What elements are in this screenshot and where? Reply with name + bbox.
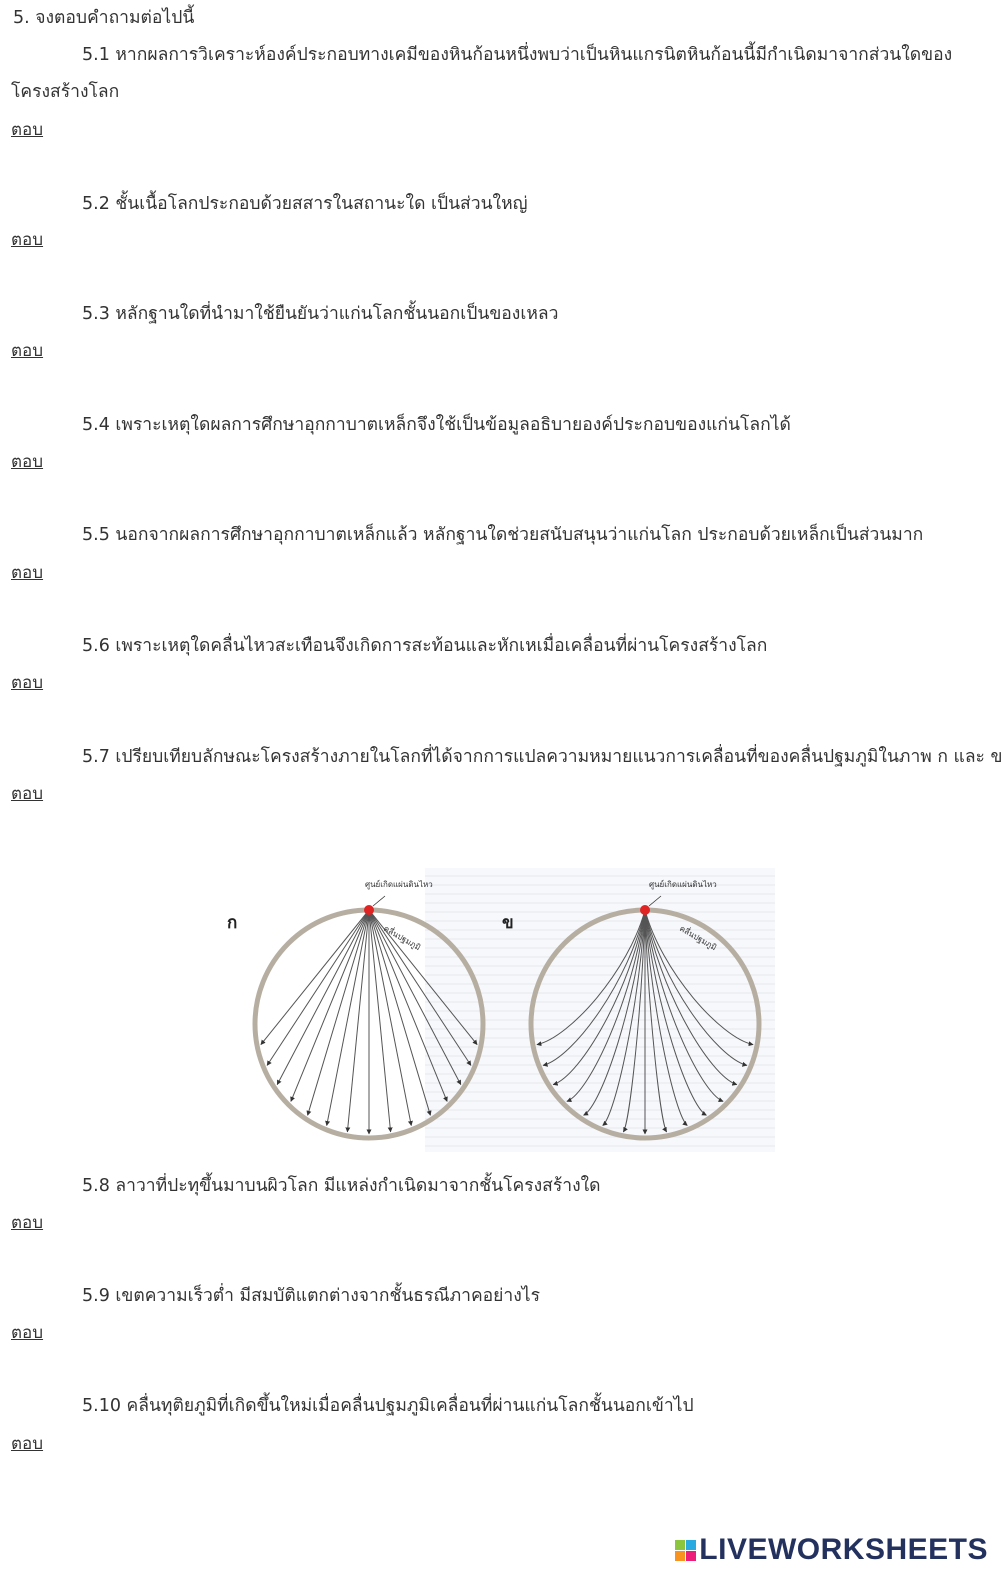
question-5-4: 5.4 เพราะเหตุใดผลการศึกษาอุกกาบาตเหล็กจึงใช้เป็นข้อมูลอธิบายองค์ประกอบของแก่นโลกได้: [82, 415, 791, 435]
question-5-10: 5.10 คลื่นทุติยภูมิที่เกิดขึ้นใหม่เมื่อคลื่นปฐมภูมิเคลื่อนที่ผ่านแก่นโลกชั้นนอกเข้าไป: [82, 1396, 694, 1416]
wave-label-b: คลื่นปฐมภูมิ: [678, 923, 719, 953]
question-5-6: 5.6 เพราะเหตุใดคลื่นไหวสะเทือนจึงเกิดการสะท้อนและหักเหเมื่อเคลื่อนที่ผ่านโครงสร้างโลก: [82, 636, 768, 656]
epicenter-label-a: ศูนย์เกิดแผ่นดินไหว: [365, 880, 433, 889]
answer-label-5-2: ตอบ: [11, 230, 44, 250]
question-5-3: 5.3 หลักฐานใดที่นำมาใช้ยืนยันว่าแก่นโลกชั้นนอกเป็นของเหลว: [82, 304, 559, 324]
answer-field-5-1[interactable]: [60, 117, 960, 143]
question-5-2: 5.2 ชั้นเนื้อโลกประกอบด้วยสสารในสถานะใด เป็นส่วนใหญ่: [82, 194, 528, 214]
question-5-8: 5.8 ลาวาที่ปะทุขึ้นมาบนผิวโลก มีแหล่งกำเนิดมาจากชั้นโครงสร้างใด: [82, 1176, 601, 1196]
p-wave-ray: [277, 910, 369, 1085]
logo-block: [686, 1551, 696, 1561]
answer-label-5-3: ตอบ: [11, 341, 44, 361]
answer-label-5-5: ตอบ: [11, 563, 44, 583]
panel-b-label: ข: [502, 913, 514, 933]
answer-field-5-9[interactable]: [60, 1320, 960, 1346]
answer-field-5-8[interactable]: [60, 1210, 960, 1236]
answer-field-5-6[interactable]: [60, 670, 960, 696]
answer-label-5-6: ตอบ: [11, 673, 44, 693]
liveworksheets-logo[interactable]: [675, 1533, 988, 1567]
question-5-5: 5.5 นอกจากผลการศึกษาอุกกาบาตเหล็กแล้ว หลักฐานใดช่วยสนับสนุนว่าแก่นโลก ประกอบด้วยเหล็กเป็นส่วนมาก: [82, 525, 924, 545]
question-5-9: 5.9 เขตความเร็วต่ำ มีสมบัติแตกต่างจากชั้นธรณีภาคอย่างไร: [82, 1286, 540, 1306]
question-5-7: 5.7 เปรียบเทียบลักษณะโครงสร้างภายในโลกที่ได้จากการแปลความหมายแนวการเคลื่อนที่ของคลื่นปฐมภูมิในภาพ ก และ ข: [82, 747, 1002, 767]
answer-field-5-5[interactable]: [60, 560, 960, 586]
panel-a-label: ก: [227, 913, 238, 933]
answer-label-5-4: ตอบ: [11, 452, 44, 472]
p-wave-ray: [291, 910, 369, 1101]
answer-field-5-4[interactable]: [60, 449, 960, 475]
epicenter-label-b: ศูนย์เกิดแผ่นดินไหว: [649, 880, 717, 889]
logo-block: [675, 1551, 685, 1561]
section-heading: 5. จงตอบคำถามต่อไปนี้: [13, 8, 195, 28]
answer-label-5-10: ตอบ: [11, 1434, 44, 1454]
question-5-1: 5.1 หากผลการวิเคราะห์องค์ประกอบทางเคมีของหินก้อนหนึ่งพบว่าเป็นหินแกรนิตหินก้อนนี้มีกำเนิดมาจากส่วนใดของ: [82, 45, 953, 65]
logo-text: LIVEWORKSHEETS: [699, 1533, 988, 1566]
answer-field-5-7[interactable]: [60, 781, 960, 807]
epicenter-pointer: [373, 896, 385, 906]
answer-label-5-1: ตอบ: [11, 120, 44, 140]
wave-label-a: คลื่นปฐมภูมิ: [382, 923, 423, 953]
p-wave-ray: [308, 910, 369, 1115]
epicenter-dot: [640, 905, 650, 915]
answer-field-5-2[interactable]: [60, 227, 960, 253]
seismic-wave-diagram: [227, 868, 775, 1152]
epicenter-dot: [364, 905, 374, 915]
answer-label-5-7: ตอบ: [11, 784, 44, 804]
seismic-wave-figure: [227, 868, 775, 1152]
answer-field-5-3[interactable]: [60, 338, 960, 364]
p-wave-ray: [369, 910, 391, 1132]
logo-block: [675, 1540, 685, 1550]
question-5-1-continued: โครงสร้างโลก: [11, 82, 120, 102]
answer-label-5-9: ตอบ: [11, 1323, 44, 1343]
p-wave-ray: [347, 910, 369, 1132]
answer-field-5-10[interactable]: [60, 1431, 960, 1457]
answer-label-5-8: ตอบ: [11, 1213, 44, 1233]
p-wave-ray: [261, 910, 369, 1045]
logo-blocks-icon: [675, 1540, 696, 1561]
logo-block: [686, 1540, 696, 1550]
